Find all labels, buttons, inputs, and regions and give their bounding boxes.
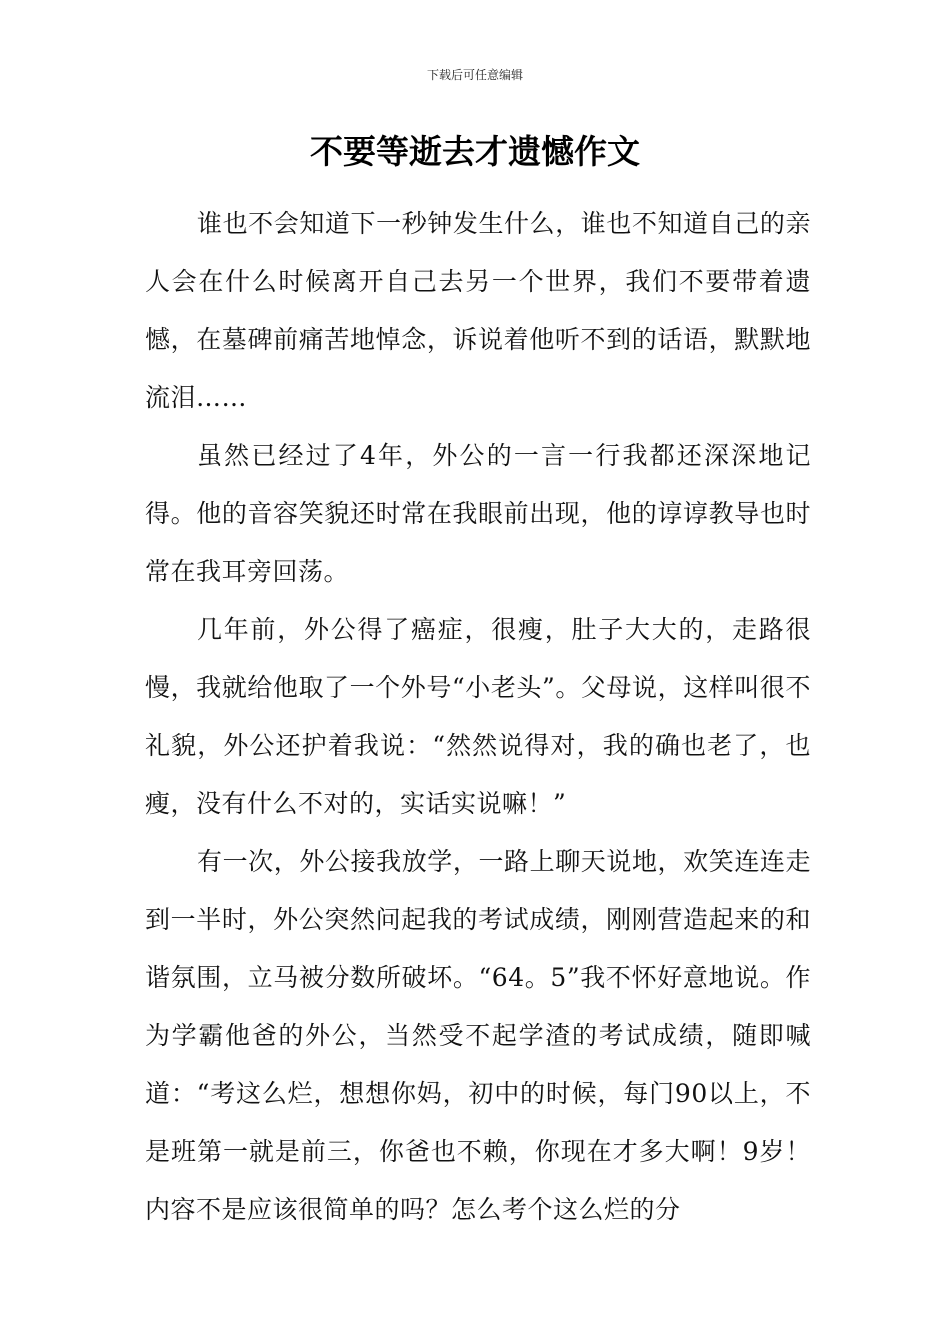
header-note: 下载后可任意编辑 xyxy=(426,68,523,82)
document-body xyxy=(145,195,811,1239)
paragraph-2: 虽然已经过了4年，外公的一言一行我都还深深地记得。他的音容笑貌还时常在我眼前出现，他的谆谆教导也时常在我耳旁回荡。 xyxy=(145,441,811,586)
paragraph-4: 有一次，外公接我放学，一路上聊天说地，欢笑连连走到一半时，外公突然问起我的考试成绩，刚刚营造起来的和谐氛围，立马被分数所破坏。“64。5”我不怀好意地说。作为学霸他爸的外公，当然受不起学渣的考试成绩，随即喊道：“考这么烂，想想你妈，初中的时候，每门90以上，不是班第一就是前三，你爸也不赖，你现在才多大啊！9岁！内容不是应该很简单的吗？怎么考个这么烂的分 xyxy=(145,847,811,1224)
paragraph-3: 几年前，外公得了癌症，很瘦，肚子大大的，走路很慢，我就给他取了一个外号“小老头”。父母说，这样叫很不礼貌，外公还护着我说：“然然说得对，我的确也老了，也瘦，没有什么不对的，实话实说嘛！” xyxy=(145,615,811,818)
document-title: 不要等逝去才遗憾作文 xyxy=(310,132,640,171)
paragraph-1: 谁也不会知道下一秒钟发生什么，谁也不知道自己的亲人会在什么时候离开自己去另一个世界，我们不要带着遗憾，在墓碑前痛苦地悼念，诉说着他听不到的话语，默默地流泪…… xyxy=(145,209,811,412)
